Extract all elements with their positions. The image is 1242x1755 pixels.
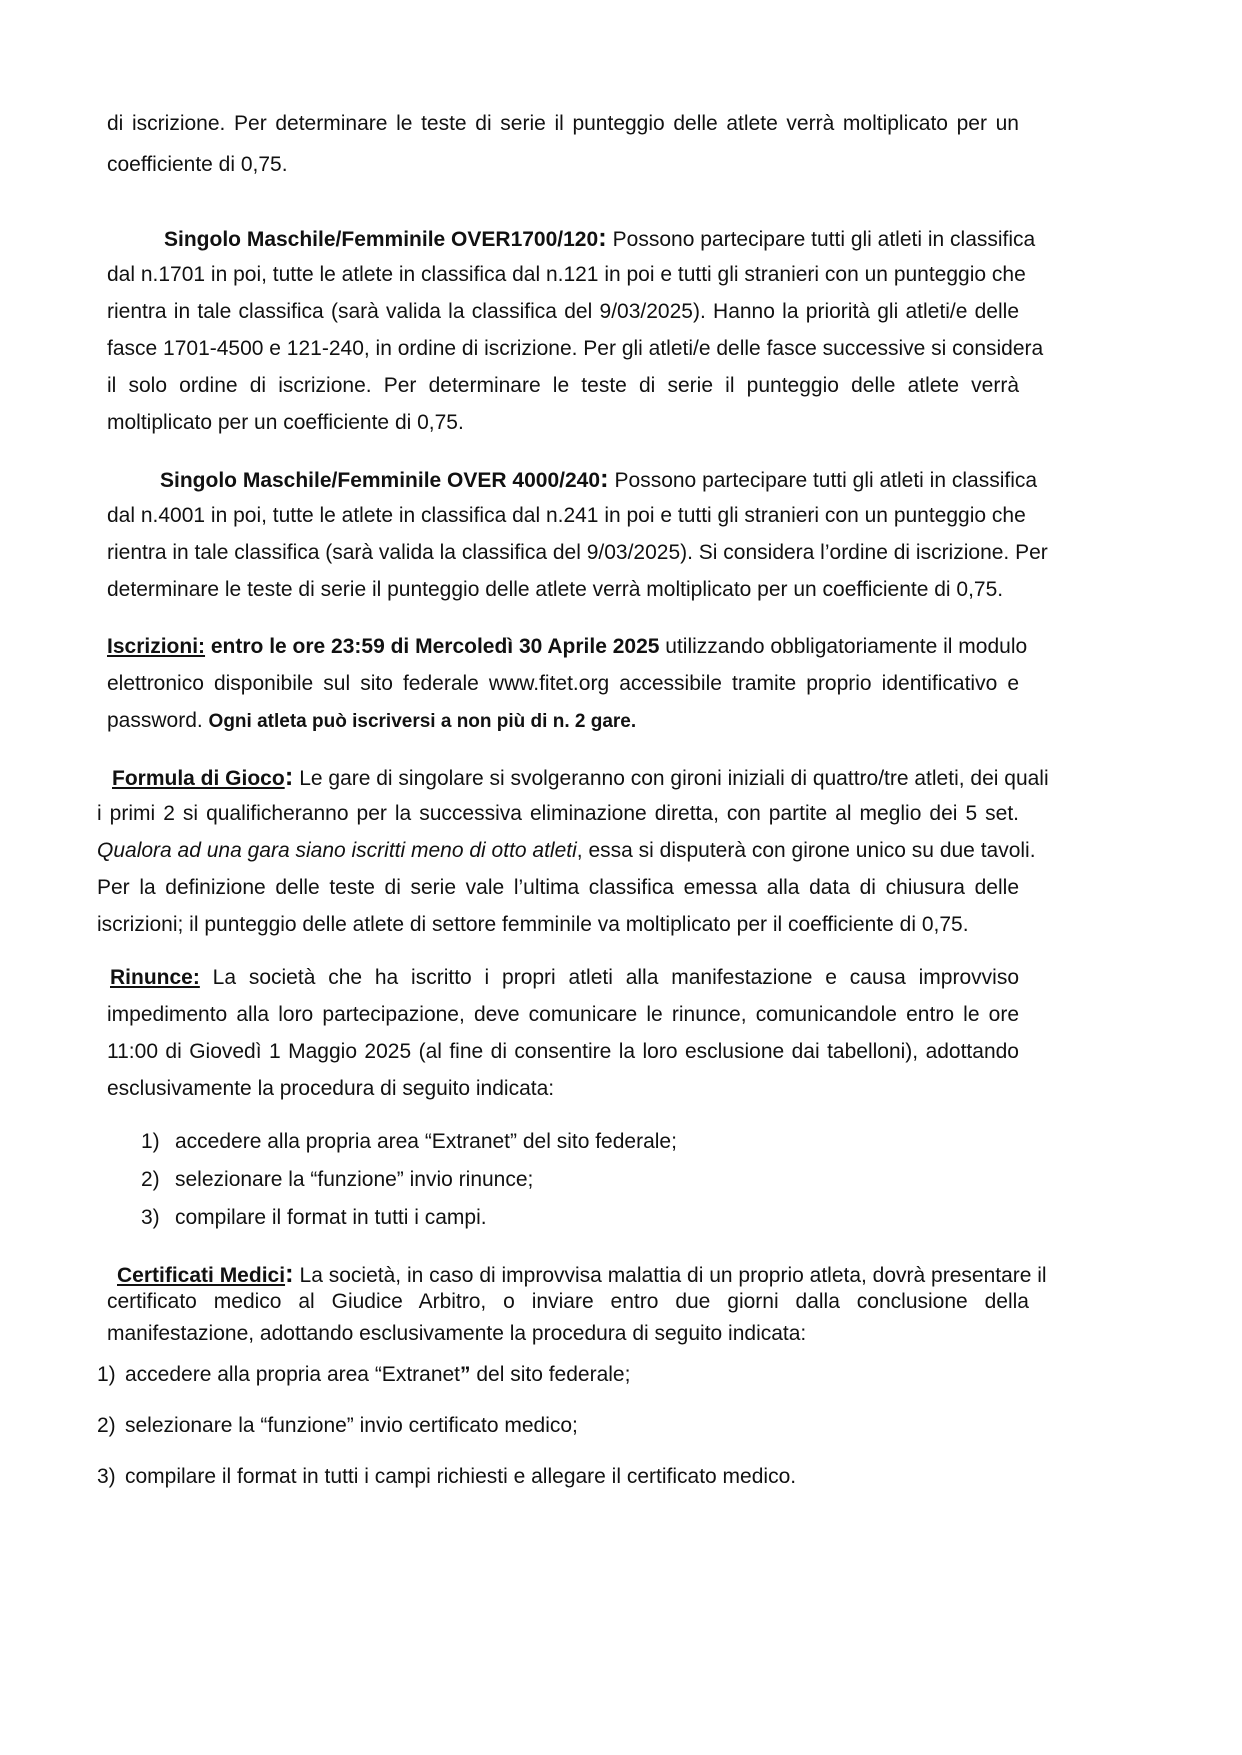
iscrizioni-line-1-rest: utilizzando obbligatoriamente il modulo bbox=[659, 635, 1028, 658]
formula-label: Formula di Gioco bbox=[112, 767, 285, 790]
certificati-paragraph bbox=[107, 1255, 1047, 1348]
over1700-line-1 bbox=[107, 217, 1036, 258]
list-item bbox=[141, 1161, 677, 1199]
over4000-colon: : bbox=[600, 463, 609, 493]
list-item-number: 3) bbox=[141, 1206, 160, 1229]
iscrizioni-paragraph bbox=[107, 626, 1028, 741]
over4000-line-1-rest: Possono partecipare tutti gli atleti in classifica bbox=[608, 469, 1038, 492]
rinunce-line-1-rest: La società che ha iscritto i propri atleti alla manifestazione e causa improvviso bbox=[199, 966, 1019, 989]
formula-line-1 bbox=[97, 756, 1049, 797]
over4000-paragraph bbox=[107, 458, 1048, 610]
iscrizioni-label: Iscrizioni: bbox=[107, 635, 206, 658]
intro-paragraph bbox=[107, 103, 1019, 185]
rinunce-line-2: impedimento alla loro partecipazione, deve comunicare le rinunce, comunicandole entro le ore bbox=[107, 1003, 1019, 1026]
rinunce-line-3: 11:00 di Giovedì 1 Maggio 2025 (al fine di consentire la loro esclusione dai tabelloni), adottando bbox=[107, 1040, 1019, 1063]
certificati-line-3: manifestazione, adottando esclusivamente la procedura di seguito indicata: bbox=[107, 1322, 807, 1345]
certificati-line-2: certificato medico al Giudice Arbitro, o inviare entro due giorni dalla conclusione della bbox=[107, 1290, 1029, 1313]
over1700-line-4: fasce 1701-4500 e 121-240, in ordine di iscrizione. Per gli atleti/e delle fasce successive si considera bbox=[107, 337, 1044, 360]
over1700-title: Singolo Maschile/Femminile OVER1700/120 bbox=[164, 228, 599, 251]
list-item-text: compilare il format in tutti i campi. bbox=[175, 1206, 487, 1229]
formula-line-2: i primi 2 si qualificheranno per la successiva eliminazione diretta, con partite al meglio dei 5 set. bbox=[97, 802, 1019, 825]
over1700-line-3: rientra in tale classifica (sarà valida la classifica del 9/03/2025). Hanno la priorità gli atleti/e delle bbox=[107, 300, 1019, 323]
rinunce-steps-list bbox=[141, 1123, 677, 1237]
formula-line-3-rest: , essa si disputerà con girone unico su due tavoli. bbox=[576, 839, 1036, 862]
over1700-line-5: il solo ordine di iscrizione. Per determinare le teste di serie il punteggio delle atlete verrà bbox=[107, 374, 1019, 397]
intro-line-2: coefficiente di 0,75. bbox=[107, 153, 288, 176]
certificati-colon: : bbox=[285, 1258, 294, 1288]
intro-line-1: di iscrizione. Per determinare le teste di serie il punteggio delle atlete verrà moltiplicato per un bbox=[107, 112, 1019, 135]
list-item bbox=[97, 1458, 796, 1509]
list-item-text: compilare il format in tutti i campi richiesti e allegare il certificato medico. bbox=[125, 1465, 797, 1488]
list-item bbox=[97, 1356, 796, 1407]
formula-line-4: Per la definizione delle teste di serie vale l’ultima classifica emessa alla data di chiusura delle bbox=[97, 876, 1019, 899]
over1700-line-6: moltiplicato per un coefficiente di 0,75. bbox=[107, 411, 464, 434]
over4000-line-1 bbox=[107, 458, 1038, 499]
list-item-text: accedere alla propria area “Extranet bbox=[125, 1363, 461, 1386]
iscrizioni-line-2: elettronico disponibile sul sito federale www.fitet.org accessibile tramite proprio identificativo e bbox=[107, 672, 1019, 695]
formula-line-3-italic: Qualora ad una gara siano iscritti meno di otto atleti bbox=[97, 839, 577, 862]
over4000-line-2: dal n.4001 in poi, tutte le atlete in classifica dal n.241 in poi e tutti gli stranieri con un punteggio che bbox=[107, 504, 1026, 527]
formula-line-1-rest: Le gare di singolare si svolgeranno con gironi iniziali di quattro/tre atleti, dei quali bbox=[293, 767, 1049, 790]
iscrizioni-line-1 bbox=[107, 626, 1028, 667]
certificati-steps-list bbox=[97, 1356, 796, 1509]
list-item-text: accedere alla propria area “Extranet” del sito federale; bbox=[175, 1130, 677, 1153]
rinunce-label: Rinunce: bbox=[110, 966, 200, 989]
formula-line-5: iscrizioni; il punteggio delle atlete di settore femminile va moltiplicato per il coefficiente di 0,75. bbox=[97, 913, 969, 936]
certificati-line-1-rest: La società, in caso di improvvisa malattia di un proprio atleta, dovrà presentare il bbox=[293, 1264, 1047, 1287]
formula-colon: : bbox=[284, 761, 294, 791]
list-item-number: 1) bbox=[141, 1130, 160, 1153]
rinunce-paragraph bbox=[107, 957, 1019, 1109]
rinunce-line-4: esclusivamente la procedura di seguito indicata: bbox=[107, 1077, 555, 1100]
over4000-title: Singolo Maschile/Femminile OVER 4000/240 bbox=[160, 469, 600, 492]
formula-paragraph bbox=[97, 756, 1049, 945]
certificati-line-1 bbox=[107, 1255, 1047, 1291]
list-item-number: 3) bbox=[97, 1465, 116, 1488]
list-item-text: selezionare la “funzione” invio rinunce; bbox=[175, 1168, 534, 1191]
rinunce-line-1 bbox=[107, 957, 1019, 998]
over4000-line-3: rientra in tale classifica (sarà valida la classifica del 9/03/2025). Si considera l’ordine di iscrizione. Per bbox=[107, 541, 1048, 564]
list-item-number: 2) bbox=[141, 1168, 160, 1191]
list-item-number: 1) bbox=[97, 1363, 116, 1386]
iscrizioni-line-3-start: password. bbox=[107, 709, 209, 732]
list-item-text-bold: ” bbox=[460, 1363, 471, 1386]
over1700-line-2: dal n.1701 in poi, tutte le atlete in classifica dal n.121 in poi e tutti gli stranieri con un punteggio che bbox=[107, 263, 1026, 286]
list-item-text: selezionare la “funzione” invio certificato medico; bbox=[125, 1414, 578, 1437]
list-item bbox=[97, 1407, 796, 1458]
certificati-label: Certificati Medici bbox=[117, 1264, 286, 1287]
list-item-text-end: del sito federale; bbox=[470, 1363, 631, 1386]
over1700-paragraph bbox=[107, 217, 1044, 443]
over1700-line-1-rest: Possono partecipare tutti gli atleti in classifica bbox=[606, 228, 1036, 251]
list-item bbox=[141, 1199, 677, 1237]
over4000-line-4: determinare le teste di serie il punteggio delle atlete verrà moltiplicato per un coefficiente di 0,75. bbox=[107, 578, 1004, 601]
list-item bbox=[141, 1123, 677, 1161]
iscrizioni-line-3 bbox=[107, 700, 1019, 741]
formula-line-3 bbox=[97, 830, 1036, 871]
over1700-colon: : bbox=[598, 222, 607, 252]
iscrizioni-limit-note: Ogni atleta può iscriversi a non più di n. 2 gare. bbox=[208, 711, 637, 732]
list-item-number: 2) bbox=[97, 1414, 116, 1437]
iscrizioni-deadline: entro le ore 23:59 di Mercoledì 30 Aprile 2025 bbox=[205, 635, 660, 658]
